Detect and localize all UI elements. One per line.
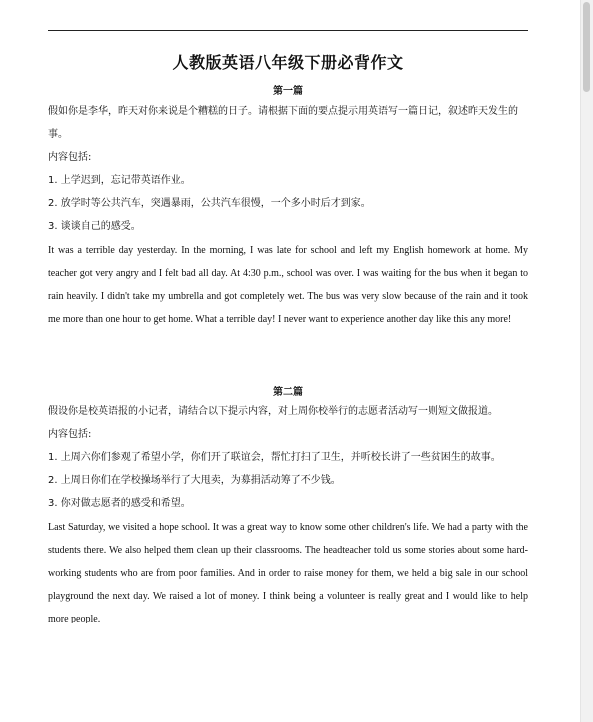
section-2-point-1: 1. 上周六你们参观了希望小学，你们开了联谊会，帮忙打扫了卫生，并听校长讲了一些贫困生的故事。 (48, 452, 501, 463)
section-1-point-2: 2. 放学时等公共汽车，突遇暴雨，公共汽车很慢，一个多小时后才到家。 (48, 198, 371, 209)
section-2-prompt: 假设你是校英语报的小记者，请结合以下提示内容，对上周你校举行的志愿者活动写一则短文做报道。 (48, 406, 498, 417)
section-2-heading: 第二篇 (273, 387, 303, 398)
scrollbar-thumb[interactable] (583, 2, 590, 92)
section-2-essay: Last Saturday, we visited a hope school. It was a great way to know some other children's life. We had a party with the students there. We also helped them clean up their classrooms. The headteacher told us some stories about some hard-working students who are from poor families. And in order to raise money for them, we held a big sale in our school playground the next day. We raised a lot of money. I think being a volunteer is really great and I would like to help more people. (48, 522, 528, 623)
section-2-point-2: 2. 上周日你们在学校操场举行了大甩卖，为募捐活动筹了不少钱。 (48, 475, 341, 486)
header-rule (48, 30, 528, 31)
section-1-point-1: 1. 上学迟到，忘记带英语作业。 (48, 175, 191, 186)
section-1-contents-label: 内容包括: (48, 152, 92, 163)
document-title: 人教版英语八年级下册必背作文 (172, 53, 404, 72)
section-2-point-3: 3. 你对做志愿者的感受和希望。 (48, 498, 191, 509)
section-1-essay: It was a terrible day yesterday. In the morning, I was late for school and left my English homework at home. My teacher got very angry and I felt bad all day. At 4:30 p.m., school was over. I was waiting for the bus when it began to rain heavily. I didn't take my umbrella and got completely wet. The bus was very slow because of the rain and it took me more than one hour to get home. What a terrible day! I never want to experience another day like this any more! (48, 245, 528, 325)
section-1-heading: 第一篇 (273, 86, 303, 97)
section-2-contents-label: 内容包括: (48, 429, 92, 440)
vertical-scrollbar[interactable] (580, 0, 593, 722)
section-1-point-3: 3. 谈谈自己的感受。 (48, 221, 141, 232)
section-1-prompt: 假如你是李华，昨天对你来说是个糟糕的日子。请根据下面的要点提示用英语写一篇日记，叙述昨天发生的事。 (48, 106, 518, 140)
